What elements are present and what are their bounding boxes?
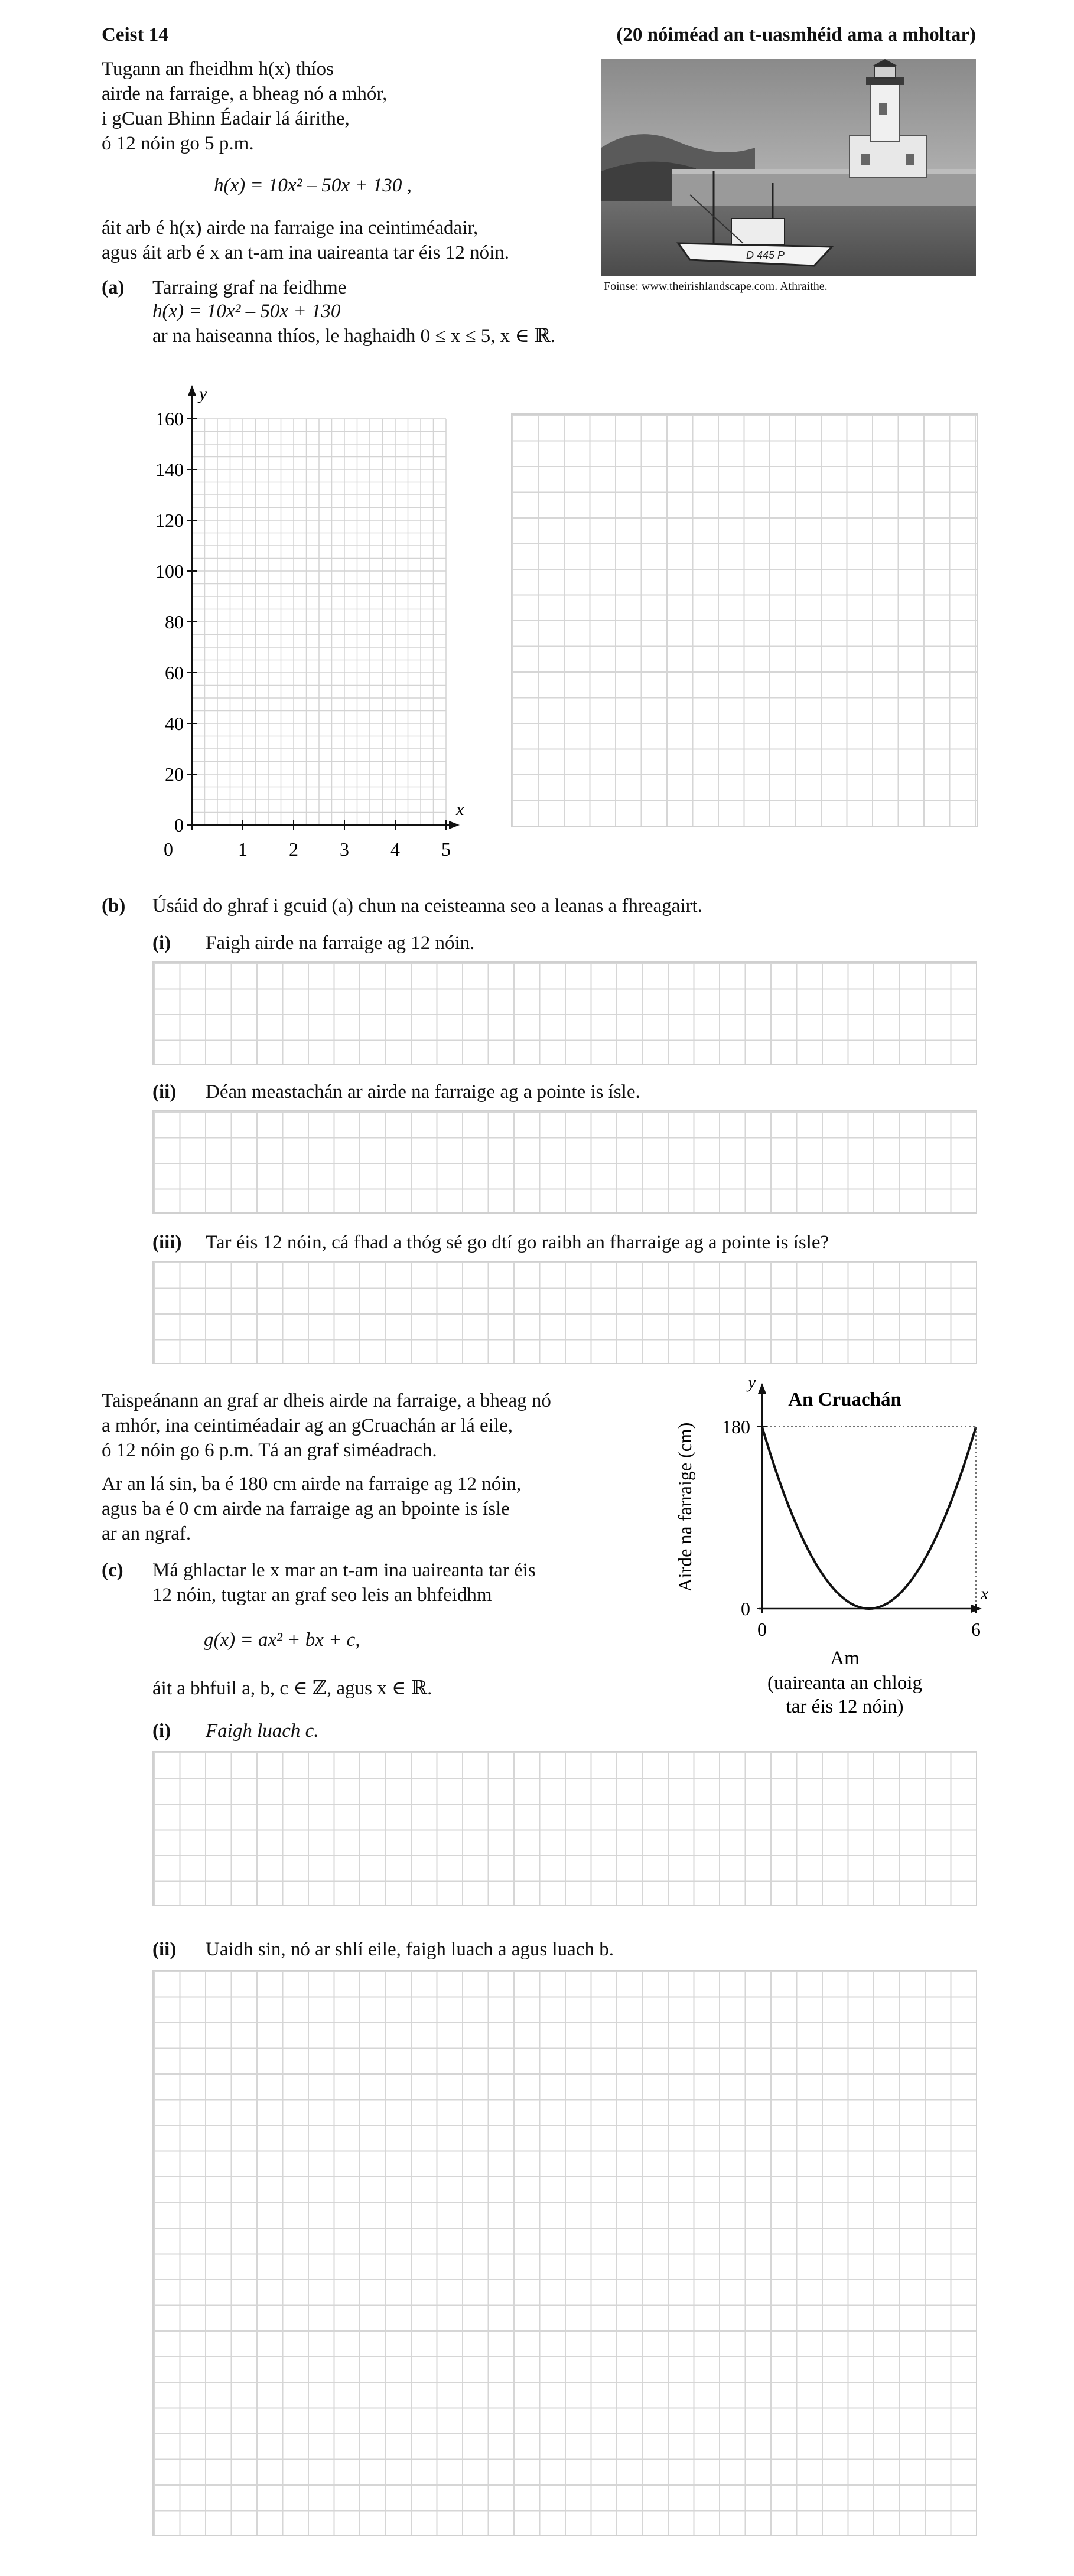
answer-grid-c-ii[interactable] — [152, 1970, 977, 2536]
answer-grid-b-i[interactable] — [152, 961, 977, 1065]
part-c-i-text: Faigh luach c. — [206, 1720, 319, 1742]
part-a-y-tick-label: 0 — [174, 814, 184, 836]
part-b-iii-text: Tar éis 12 nóin, cá fhad a thóg sé go dtí go raibh an fharraige ag a pointe is ísle? — [206, 1232, 829, 1253]
part-a-x-tick-label: 2 — [289, 839, 298, 860]
part-b-ii-label: (ii) — [152, 1081, 177, 1103]
answer-grid-c-i[interactable] — [152, 1751, 977, 1906]
part-a-y-tick-label: 60 — [165, 662, 184, 683]
chart-y-arrow — [758, 1383, 766, 1394]
part-a-x-tick-label: 3 — [340, 839, 349, 860]
intro-after-2: agus áit arb é x an t-am ina uaireanta tar éis 12 nóin. — [102, 242, 509, 263]
intro-line-4: ó 12 nóin go 5 p.m. — [102, 133, 254, 154]
answer-grid-b-ii[interactable] — [152, 1110, 977, 1214]
part-a-y-tick-label: 160 — [155, 408, 184, 429]
chart-y-tick-label: 0 — [741, 1598, 750, 1619]
part-a-y-letter: y — [199, 384, 207, 403]
chart-title: An Cruachán — [788, 1389, 901, 1410]
c-intro-p2-1: Ar an lá sin, ba é 180 cm airde na farraige ag 12 nóin, — [102, 1473, 522, 1495]
intro-after-1: áit arb é h(x) airde na farraige ina ceintiméadair, — [102, 217, 479, 239]
part-a-x-tick-label: 4 — [390, 839, 400, 860]
c-intro-p2-3: ar an ngraf. — [102, 1523, 191, 1544]
part-a-label: (a) — [102, 277, 125, 298]
intro-line-2: airde na farraige, a bheag nó a mhór, — [102, 83, 388, 105]
part-a-y-tick-label: 40 — [165, 713, 184, 734]
chart-y-tick-label: 180 — [722, 1416, 750, 1437]
part-c-label: (c) — [102, 1560, 123, 1581]
cruachan-chart-svg — [668, 1370, 1022, 1736]
intro-formula: h(x) = 10x² – 50x + 130 , — [214, 175, 412, 196]
part-a-line-3: ar na haiseanna thíos, le haghaidh 0 ≤ x ≤ 5, x ∈ ℝ. — [152, 325, 555, 347]
question-title: Ceist 14 — [102, 24, 168, 45]
lighthouse-photo — [601, 59, 976, 276]
part-c-line-2: 12 nóin, tugtar an graf seo leis an bhfeidhm — [152, 1584, 492, 1606]
part-a-line-1: Tarraing graf na feidhme — [152, 277, 347, 298]
part-c-ii-label: (ii) — [152, 1939, 177, 1960]
part-c-i-label: (i) — [152, 1720, 171, 1742]
part-c-formula: g(x) = ax² + bx + c, — [204, 1629, 360, 1651]
c-intro-p1-3: ó 12 nóin go 6 p.m. Tá an graf siméadrach. — [102, 1440, 437, 1461]
part-a-x-letter: x — [456, 800, 464, 819]
chart-x-sublabel-2: tar éis 12 nóin) — [786, 1696, 904, 1717]
part-b-label: (b) — [102, 895, 126, 917]
c-intro-p2-2: agus ba é 0 cm airde na farraige ag an bpointe is ísle — [102, 1498, 510, 1519]
part-b-i-label: (i) — [152, 932, 171, 954]
work-grid-a[interactable] — [511, 413, 978, 827]
chart-x-tick-label: 0 — [757, 1619, 767, 1640]
part-a-y-tick-label: 20 — [165, 764, 184, 785]
lighthouse-photo-drawing — [601, 59, 976, 276]
chart-series-curve — [762, 1427, 976, 1609]
chart-y-label: Airde na farraige (cm) — [674, 1422, 695, 1592]
part-b-iii-label: (iii) — [152, 1232, 182, 1253]
part-a-axes[interactable] — [106, 378, 473, 862]
part-c-ii-text: Uaidh sin, nó ar shlí eile, faigh luach a agus luach b. — [206, 1939, 614, 1960]
chart-y-letter: y — [748, 1372, 756, 1392]
intro-line-3: i gCuan Bhinn Éadair lá áirithe, — [102, 108, 350, 129]
chart-x-letter: x — [981, 1584, 989, 1603]
chart-x-tick-label: 6 — [971, 1619, 981, 1640]
part-a-x-tick-label: 5 — [441, 839, 451, 860]
boat-label: D 445 P — [746, 249, 785, 261]
c-intro-p1-2: a mhór, ina ceintiméadair ag an gCruachán ar lá eile, — [102, 1415, 513, 1436]
time-note: (20 nóiméad an t-uasmhéid ama a mholtar) — [616, 24, 976, 45]
part-b-text: Úsáid do ghraf i gcuid (a) chun na ceisteanna seo a leanas a fhreagairt. — [152, 895, 702, 917]
c-intro-p1-1: Taispeánann an graf ar dheis airde na farraige, a bheag nó — [102, 1390, 551, 1411]
part-a-x-tick-label: 0 — [164, 839, 173, 860]
photo-credit: Foinse: www.theirishlandscape.com. Athraithe. — [604, 280, 828, 293]
part-b-ii-text: Déan meastachán ar airde na farraige ag a pointe is ísle. — [206, 1081, 640, 1103]
answer-grid-b-iii[interactable] — [152, 1261, 977, 1364]
cruachan-chart — [668, 1370, 1022, 1736]
part-c-line-1: Má ghlactar le x mar an t-am ina uaireanta tar éis — [152, 1560, 536, 1581]
part-c-condition: áit a bhfuil a, b, c ∈ ℤ, agus x ∈ ℝ. — [152, 1678, 432, 1699]
part-a-line-2: h(x) = 10x² – 50x + 130 — [152, 301, 341, 322]
part-a-x-tick-label: 1 — [238, 839, 248, 860]
part-a-y-tick-label: 100 — [155, 560, 184, 582]
part-a-y-tick-label: 140 — [155, 459, 184, 480]
part-a-y-tick-label: 80 — [165, 611, 184, 632]
part-a-y-tick-label: 120 — [155, 510, 184, 531]
part-b-i-text: Faigh airde na farraige ag 12 nóin. — [206, 932, 475, 954]
part-a-axes-svg — [106, 378, 473, 862]
chart-x-label: Am — [830, 1648, 860, 1669]
intro-line-1: Tugann an fheidhm h(x) thíos — [102, 58, 334, 80]
chart-x-sublabel-1: (uaireanta an chloig — [767, 1672, 923, 1694]
